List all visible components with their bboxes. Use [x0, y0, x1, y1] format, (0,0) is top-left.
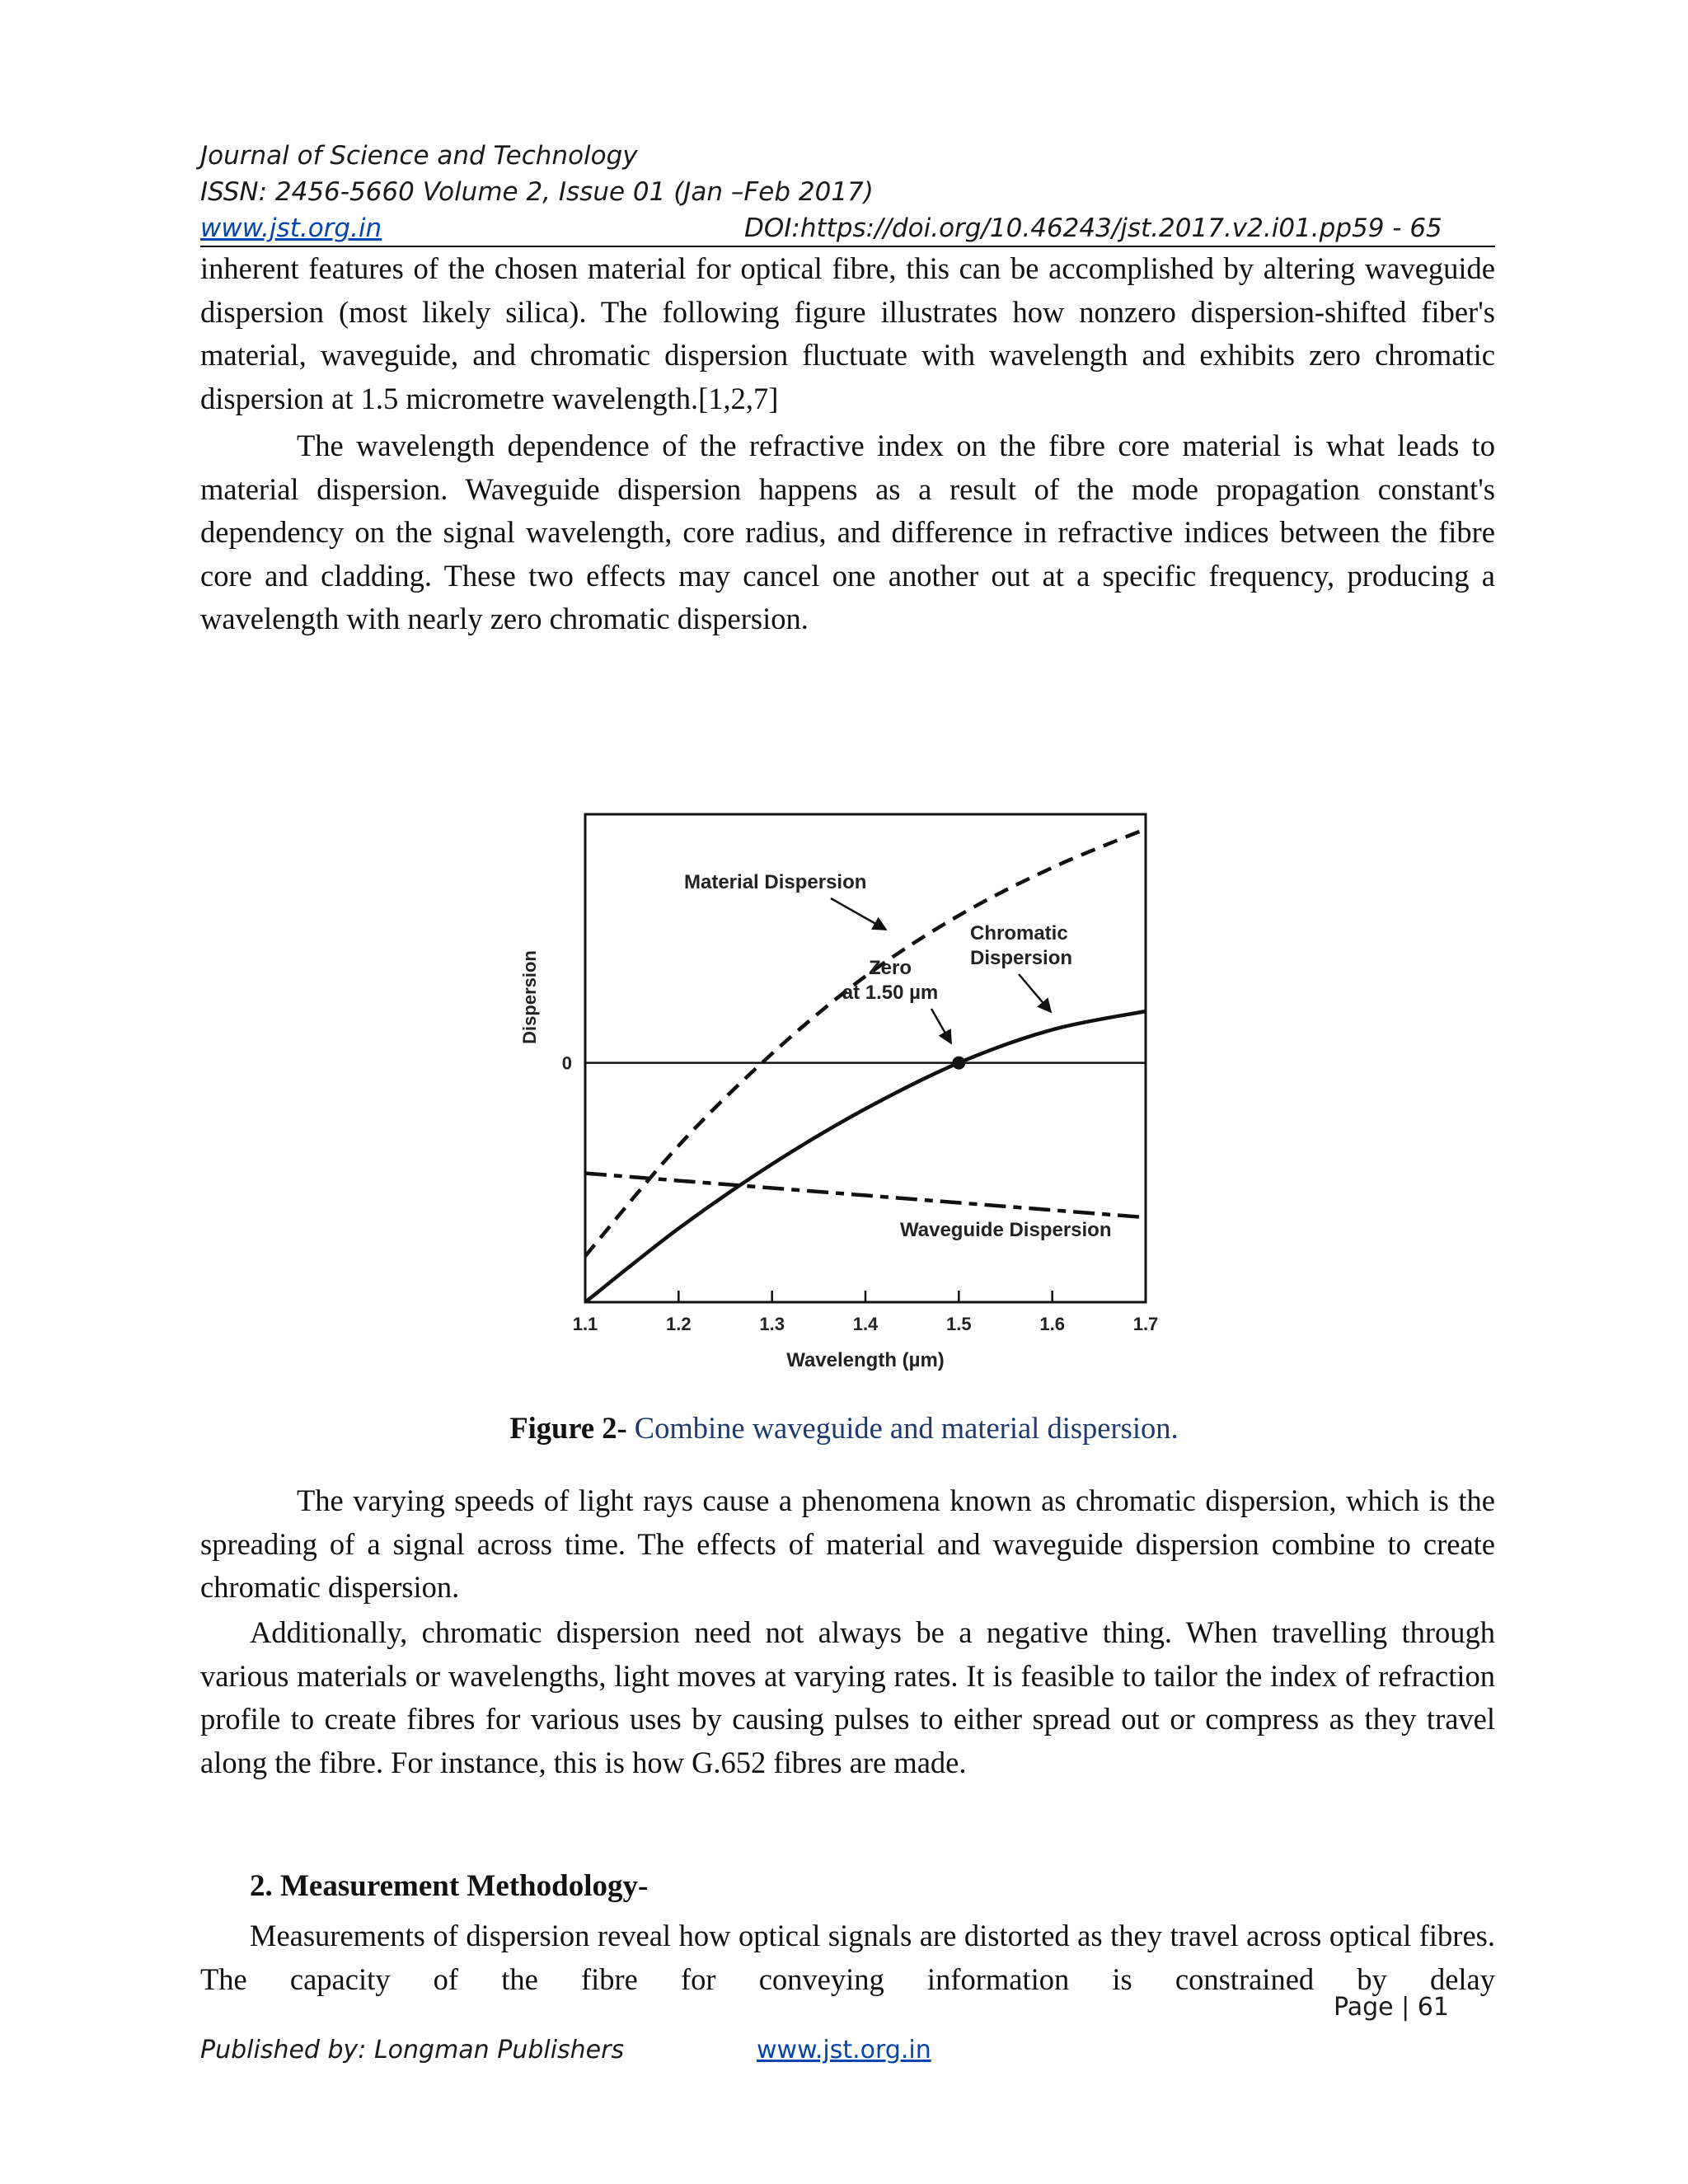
x-tick-label: 1.1	[572, 1314, 598, 1334]
material-arrow	[831, 898, 886, 930]
footer-website-link[interactable]: www.jst.org.in	[757, 2036, 931, 2064]
chromatic-label-line2: Dispersion	[970, 947, 1073, 969]
x-tick-label: 1.3	[759, 1314, 785, 1334]
header-website-link[interactable]: www.jst.org.in	[200, 213, 382, 243]
x-tick-label: 1.7	[1132, 1314, 1159, 1334]
journal-title: Journal of Science and Technology	[200, 141, 638, 171]
x-tick-label: 1.2	[666, 1314, 692, 1334]
x-tick-label: 1.4	[852, 1314, 879, 1334]
paragraph-5: Measurements of dispersion reveal how optical signals are distorted as they travel across optical fibres. The capacity of the fibre for conveying information is constrained by delay	[200, 1919, 1495, 1996]
y-axis-label: Dispersion	[519, 950, 540, 1044]
waveguide-dispersion-label: Waveguide Dispersion	[900, 1219, 1112, 1241]
zero-label-line2: at 1.50 µm	[842, 982, 939, 1004]
publisher-line: Published by: Longman Publishers	[200, 2036, 625, 2064]
x-axis-label: Wavelength (µm)	[786, 1349, 945, 1371]
section-heading: 2. Measurement Methodology-	[250, 1869, 649, 1903]
paragraph-2: The wavelength dependence of the refractive index on the fibre core material is what leads to material dispersion. Waveguide dispersion happens as a result of the mode propagation constant's dependency on the signal wavelength, core radius, and difference in refractive indices between the fibre core and cladding. These two effects may cancel one another out at a specific frequency, producing a wavelength with nearly zero chromatic dispersion.	[200, 429, 1495, 635]
doi-text: DOI:https://doi.org/10.46243/jst.2017.v2.i01.pp59 - 65	[744, 213, 1442, 243]
waveguide-dispersion-curve	[585, 1174, 1146, 1218]
issn-line: ISSN: 2456-5660 Volume 2, Issue 01 (Jan –Feb 2017)	[200, 177, 874, 207]
paragraph-3: The varying speeds of light rays cause a phenomena known as chromatic dispersion, which is the spreading of a signal across time. The effects of material and waveguide dispersion combine to create chromatic dispersion.	[200, 1483, 1495, 1604]
x-axis-ticks	[573, 1291, 1159, 1334]
material-dispersion-label: Material Dispersion	[684, 871, 867, 893]
header-links-row	[200, 213, 1495, 247]
dispersion-figure	[519, 791, 1170, 1385]
page-number: Page | 61	[1334, 1993, 1449, 2022]
caption-label: Figure 2-	[509, 1411, 627, 1445]
x-tick-label: 1.5	[946, 1314, 972, 1334]
paragraph-4: Additionally, chromatic dispersion need not always be a negative thing. When travelling through various materials or wavelengths, light moves at varying rates. It is feasible to tailor the index of refraction profile to create fibres for various uses by causing pulses to either spread out or compress as they travel along the fibre. For instance, this is how G.652 fibres are made.	[200, 1615, 1495, 1779]
y-tick-label: 0	[561, 1052, 572, 1074]
chromatic-label-line1: Chromatic	[970, 922, 1068, 944]
caption-text: Combine waveguide and material dispersion.	[626, 1411, 1179, 1445]
zero-arrow	[931, 1009, 951, 1043]
zero-label-line1: Zero	[868, 957, 912, 979]
zero-point-marker	[952, 1057, 965, 1070]
chromatic-arrow	[1019, 974, 1051, 1012]
paragraph-1: inherent features of the chosen material for optical fibre, this can be accomplished by altering waveguide dispersion (most likely silica). The following figure illustrates how nonzero dispersion-shifted fiber's material, waveguide, and chromatic dispersion fluctuate with wavelength and exhibits zero chromatic dispersion at 1.5 micrometre wavelength.[1,2,7]	[200, 251, 1495, 415]
figure-caption	[0, 1408, 1688, 1449]
x-tick-label: 1.6	[1039, 1314, 1065, 1334]
